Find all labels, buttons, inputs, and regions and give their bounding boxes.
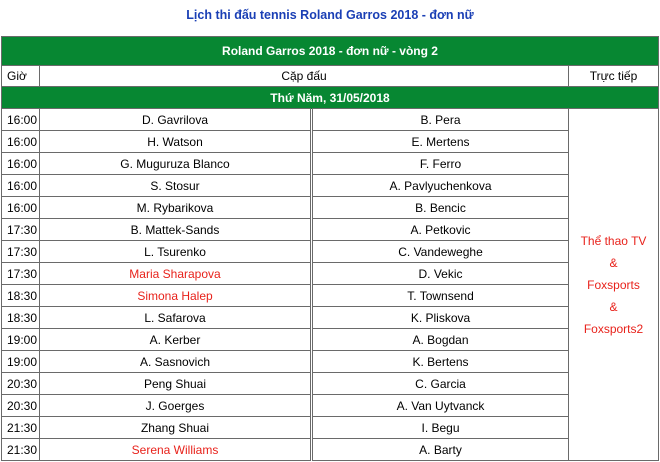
match-time: 17:30 xyxy=(2,219,40,241)
player-one: A. Kerber xyxy=(40,329,312,351)
match-time: 16:00 xyxy=(2,131,40,153)
match-time: 16:00 xyxy=(2,197,40,219)
broadcast-line: & xyxy=(609,255,618,270)
match-time: 19:00 xyxy=(2,351,40,373)
day-label: Thứ Năm, 31/05/2018 xyxy=(2,87,659,109)
match-time: 16:00 xyxy=(2,153,40,175)
table-row xyxy=(2,395,659,417)
header-match: Cặp đấu xyxy=(40,66,569,87)
player-two: I. Begu xyxy=(312,417,569,439)
table-row xyxy=(2,109,659,131)
player-two: T. Townsend xyxy=(312,285,569,307)
match-time: 18:30 xyxy=(2,285,40,307)
table-title-row xyxy=(2,37,659,66)
player-one: Maria Sharapova xyxy=(40,263,312,285)
table-row xyxy=(2,373,659,395)
player-two: A. Van Uytvanck xyxy=(312,395,569,417)
player-one: D. Gavrilova xyxy=(40,109,312,131)
player-one: Simona Halep xyxy=(40,285,312,307)
match-time: 21:30 xyxy=(2,417,40,439)
table-row xyxy=(2,131,659,153)
table-row xyxy=(2,329,659,351)
player-two: F. Ferro xyxy=(312,153,569,175)
table-row xyxy=(2,219,659,241)
broadcast-line: & xyxy=(609,299,618,314)
table-row xyxy=(2,241,659,263)
player-two: K. Pliskova xyxy=(312,307,569,329)
table-row xyxy=(2,263,659,285)
table-row xyxy=(2,351,659,373)
player-two: E. Mertens xyxy=(312,131,569,153)
player-one: Zhang Shuai xyxy=(40,417,312,439)
page-title: Lịch thi đấu tennis Roland Garros 2018 - đơn nữ xyxy=(186,8,474,22)
player-one: Peng Shuai xyxy=(40,373,312,395)
header-live: Trực tiếp xyxy=(569,66,659,87)
player-one: G. Muguruza Blanco xyxy=(40,153,312,175)
player-two: K. Bertens xyxy=(312,351,569,373)
table-title: Roland Garros 2018 - đơn nữ - vòng 2 xyxy=(2,37,659,66)
schedule-table xyxy=(1,36,659,461)
broadcast-line: Thể thao TV xyxy=(580,233,647,248)
match-time: 19:00 xyxy=(2,329,40,351)
player-one: B. Mattek-Sands xyxy=(40,219,312,241)
player-two: A. Pavlyuchenkova xyxy=(312,175,569,197)
match-time: 16:00 xyxy=(2,175,40,197)
player-one: M. Rybarikova xyxy=(40,197,312,219)
table-row xyxy=(2,285,659,307)
player-one: L. Tsurenko xyxy=(40,241,312,263)
broadcast-channels xyxy=(569,109,659,461)
player-one: A. Sasnovich xyxy=(40,351,312,373)
table-row xyxy=(2,197,659,219)
player-one: L. Safarova xyxy=(40,307,312,329)
player-one: J. Goerges xyxy=(40,395,312,417)
player-two: C. Vandeweghe xyxy=(312,241,569,263)
match-time: 18:30 xyxy=(2,307,40,329)
player-two: B. Pera xyxy=(312,109,569,131)
table-row xyxy=(2,439,659,461)
player-one: S. Stosur xyxy=(40,175,312,197)
player-two: B. Bencic xyxy=(312,197,569,219)
player-two: C. Garcia xyxy=(312,373,569,395)
player-one: H. Watson xyxy=(40,131,312,153)
match-time: 16:00 xyxy=(2,109,40,131)
match-time: 20:30 xyxy=(2,373,40,395)
table-row xyxy=(2,153,659,175)
match-time: 17:30 xyxy=(2,263,40,285)
header-time: Giờ xyxy=(2,66,40,87)
day-row xyxy=(2,87,659,109)
player-two: D. Vekic xyxy=(312,263,569,285)
match-time: 17:30 xyxy=(2,241,40,263)
table-row xyxy=(2,307,659,329)
match-time: 21:30 xyxy=(2,439,40,461)
player-two: A. Barty xyxy=(312,439,569,461)
broadcast-line: Foxsports2 xyxy=(583,321,644,336)
match-time: 20:30 xyxy=(2,395,40,417)
player-two: A. Bogdan xyxy=(312,329,569,351)
player-one: Serena Williams xyxy=(40,439,312,461)
player-two: A. Petkovic xyxy=(312,219,569,241)
header-row xyxy=(2,66,659,87)
table-row xyxy=(2,417,659,439)
table-row xyxy=(2,175,659,197)
broadcast-line: Foxsports xyxy=(587,277,640,292)
